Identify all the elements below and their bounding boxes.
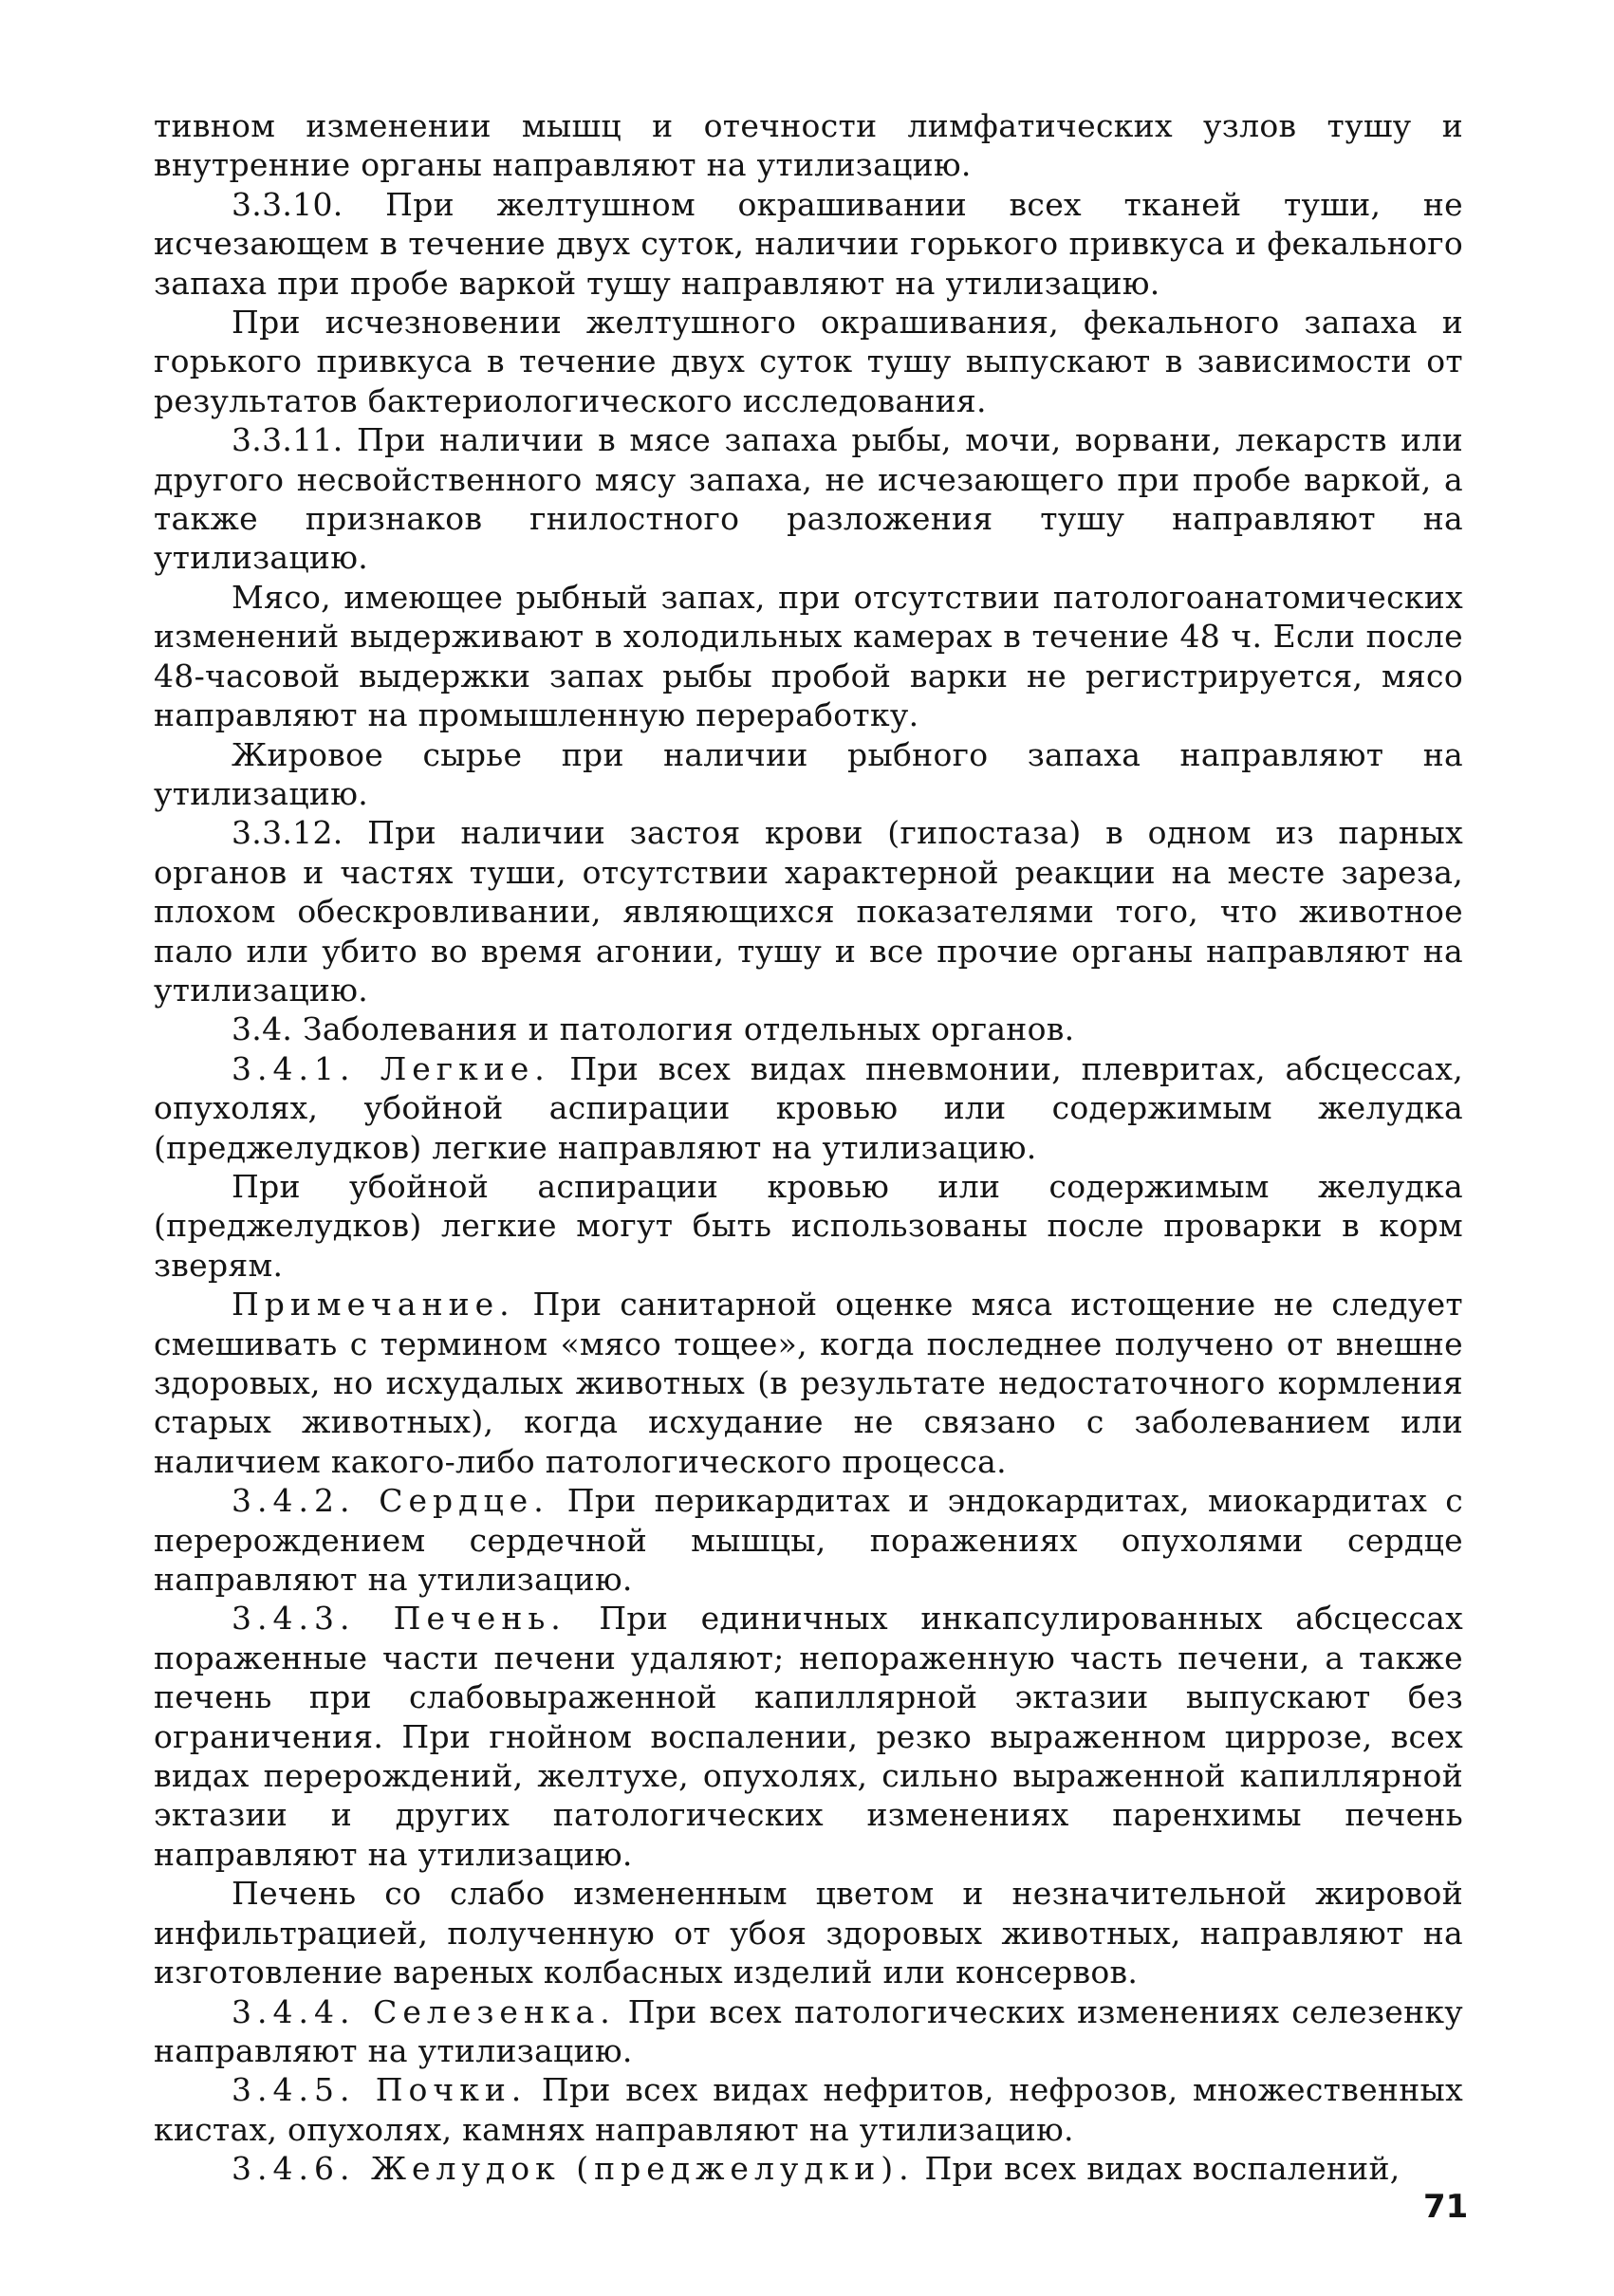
paragraph-lead: 3.4.2. Сердце. (232, 1482, 549, 1520)
paragraph-text: Печень со слабо измененным цветом и незначительной жировой инфильтрацией, полученную от убоя здоровых животных, направляют на изготовление вареных колбасных изделий или консервов. (154, 1875, 1463, 1991)
paragraph (154, 1481, 1463, 1599)
paragraph (154, 303, 1463, 420)
paragraph-text: При перикардитах и эндокардитах, миокардитах с перерождением сердечной мышцы, поражениях опухолями сердце направляют на утилизацию. (154, 1482, 1463, 1599)
paragraph-lead: 3.4.4. Селезенка. (232, 1992, 616, 2030)
paragraph-text: При всех видах нефритов, нефрозов, множественных кистах, опухолях, камнях направляют на утилизацию. (154, 2071, 1463, 2148)
paragraph-text: При всех патологических изменениях селезенку направляют на утилизацию. (154, 1992, 1464, 2069)
paragraph (154, 1992, 1463, 2071)
paragraph-text: При всех видах пневмонии, плевритах, абсцессах, опухолях, убойной аспирации кровью или содержимым желудка (преджелудков) легкие направляют на утилизацию. (154, 1049, 1463, 1166)
paragraph-text: Мясо, имеющее рыбный запах, при отсутствии патологоанатомических изменений выдерживают в холодильных камерах в течение 48 ч. Если после 48-часовой выдержки запах рыбы пробой варки не регистрируется, мясо направляют на промышленную переработку. (154, 578, 1463, 734)
paragraph-text: 3.3.10. При желтушном окрашивании всех тканей туши, не исчезающем в течение двух суток, наличии горького привкуса и фекального запаха при пробе варкой тушу направляют на утилизацию. (154, 185, 1463, 302)
body-text (154, 106, 1463, 2189)
paragraph (154, 2149, 1463, 2188)
paragraph-text: Жировое сырье при наличии рыбного запаха направляют на утилизацию. (154, 735, 1463, 812)
paragraph-lead: Примечание. (232, 1286, 515, 1324)
paragraph (154, 813, 1463, 1009)
paragraph (154, 1049, 1463, 1167)
paragraph (154, 1167, 1463, 1285)
paragraph-text: 3.3.11. При наличии в мясе запаха рыбы, мочи, ворвани, лекарств или другого несвойственного мясу запаха, не исчезающего при пробе варкой, а также признаков гнилостного разложения тушу направляют на утилизацию. (154, 421, 1463, 577)
paragraph (154, 1009, 1463, 1048)
paragraph-lead: 3.4.1. Легкие. (232, 1049, 550, 1087)
paragraph (154, 185, 1463, 303)
paragraph-text: тивном изменении мышц и отечности лимфатических узлов тушу и внутренние органы направляют на утилизацию. (154, 107, 1463, 184)
paragraph (154, 106, 1463, 185)
paragraph-text: При исчезновении желтушного окрашивания, фекального запаха и горького привкуса в течение двух суток тушу выпускают в зависимости от результатов бактериологического исследования. (154, 304, 1463, 419)
paragraph (154, 1874, 1463, 1991)
note-paragraph (154, 1285, 1463, 1481)
paragraph-text: 3.3.12. При наличии застоя крови (гипостаза) в одном из парных органов и частях туши, отсутствии характерной реакции на месте зареза, плохом обескровливании, являющихся показателями того, что животное пало или убито во время агонии, тушу и все прочие органы направляют на утилизацию. (154, 814, 1463, 1009)
paragraph-text: 3.4. Заболевания и патология отдельных органов. (232, 1010, 1075, 1048)
paragraph-text: При всех видах воспалений, (914, 2150, 1401, 2188)
paragraph (154, 578, 1463, 735)
paragraph-lead: 3.4.3. Печень. (232, 1600, 566, 1638)
paragraph-lead: 3.4.6. Желудок (преджелудки). (232, 2150, 915, 2188)
paragraph (154, 1599, 1463, 1874)
paragraph-lead: 3.4.5. Почки. (232, 2071, 528, 2109)
paragraph-text: При единичных инкапсулированных абсцессах пораженные части печени удаляют; непораженную часть печени, а также печень при слабовыраженной капиллярной эктазии выпускают без ограничения. При гнойном воспалении, резко выраженном циррозе, всех видах перерождений, желтухе, опухолях, сильно выраженной капиллярной эктазии и других патологических изменениях паренхимы печень направляют на утилизацию. (154, 1600, 1463, 1873)
paragraph (154, 2070, 1463, 2149)
page-number: 71 (1423, 2188, 1469, 2226)
paragraph (154, 735, 1463, 814)
paragraph (154, 420, 1463, 578)
paragraph-text: При санитарной оценке мяса истощение не следует смешивать с термином «мясо тощее», когда последнее получено от внешне здоровых, но исхудалых животных (в результате недостаточного кормления старых животных), когда исхудание не связано с заболеванием или наличием какого-либо патологического процесса. (154, 1286, 1463, 1480)
paragraph-text: При убойной аспирации кровью или содержимым желудка (преджелудков) легкие могут быть использованы после проварки в корм зверям. (154, 1167, 1463, 1284)
